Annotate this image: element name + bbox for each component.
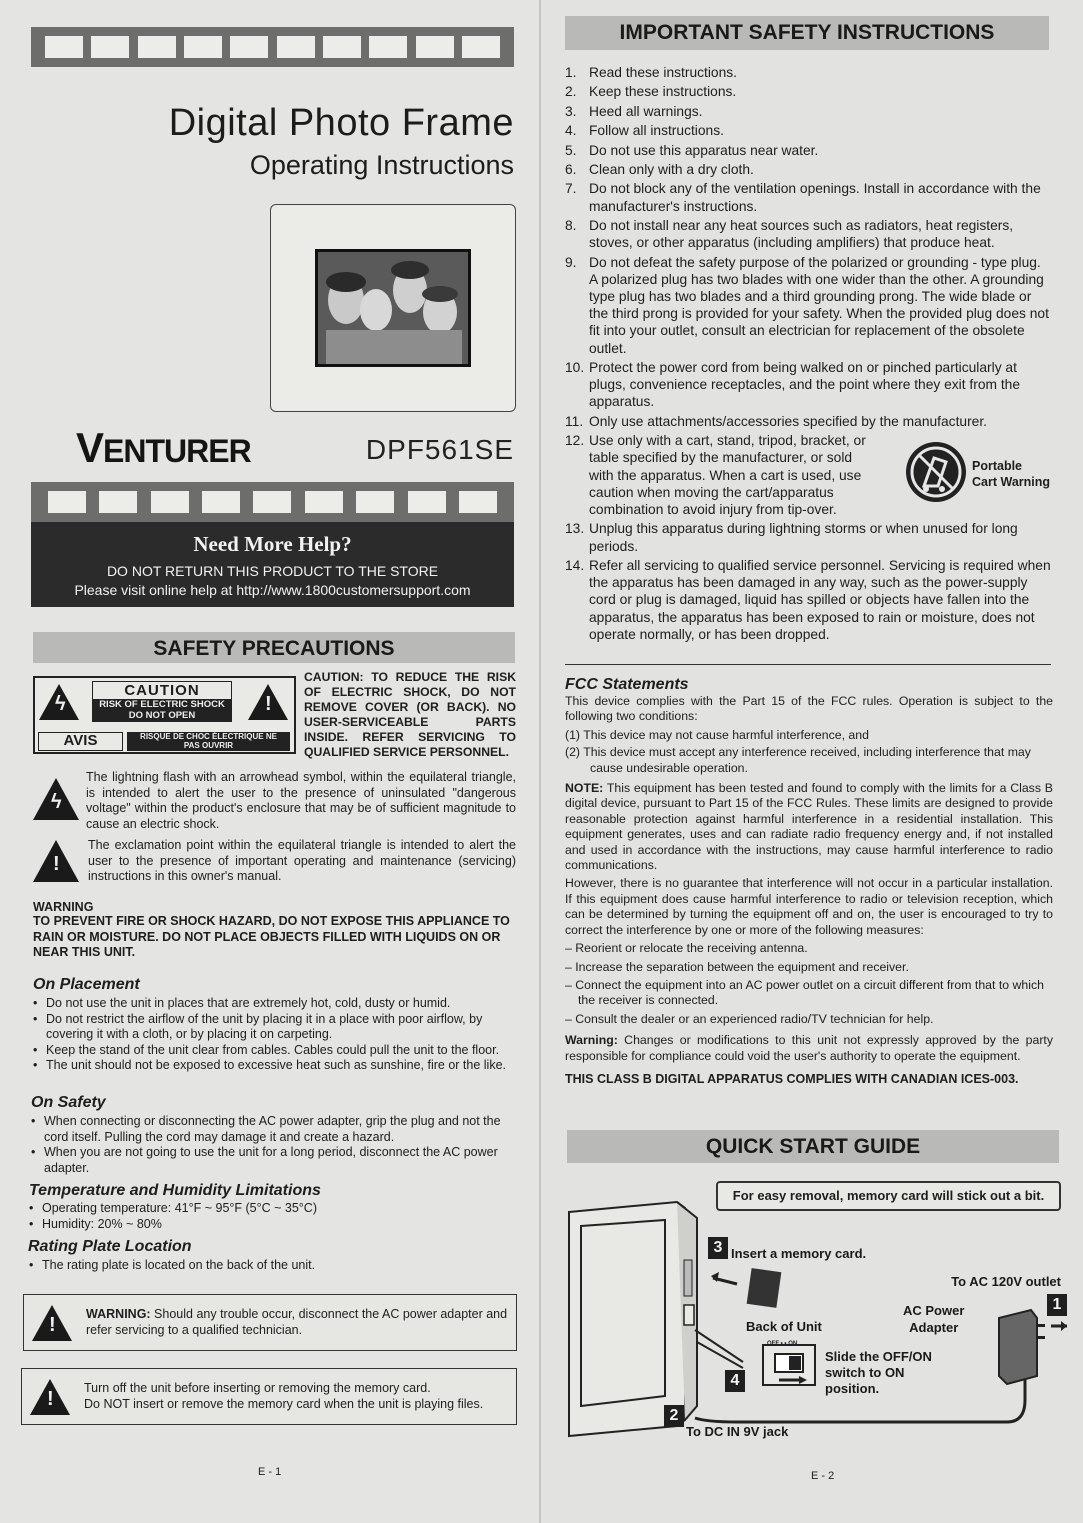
list-item: 1. Read these instructions.	[565, 65, 738, 80]
photo-frame-illustration	[270, 204, 516, 412]
right-page	[541, 0, 1083, 1523]
list-item: • Operating temperature: 41°F ~ 95°F (5°C ~ 35°C)	[26, 1201, 516, 1217]
list-item: • The unit should not be exposed to excessive heat such as sunshine, fire or the like.	[30, 1058, 518, 1074]
caution-word: CAUTION	[124, 682, 200, 699]
list-item: 5. Do not use this apparatus near water.	[565, 142, 819, 158]
list-item: • Do not restrict the airflow of the unit by placing it in a place with poor airflow, by covering it with a cloth, or by placing it on carpeting.	[30, 1012, 518, 1043]
help-line-1: DO NOT RETURN THIS PRODUCT TO THE STORE	[106, 563, 439, 579]
safety-list	[28, 1114, 518, 1176]
list-item: 2. Keep these instructions.	[565, 84, 737, 100]
safety-instructions-list	[565, 64, 1051, 645]
left-page	[0, 0, 540, 1523]
lightning-icon: ϟ	[33, 778, 79, 820]
warning-statement: TO PREVENT FIRE OR SHOCK HAZARD, DO NOT EXPOSE THIS APPLIANCE TO RAIN OR MOISTURE. DO NOT PLACE OBJECTS FILLED WITH LIQUIDS ON OR NEAR THIS UNIT.	[33, 914, 510, 959]
step-4-badge: 4	[725, 1370, 745, 1392]
list-item: • Humidity: 20% ~ 80%	[26, 1217, 516, 1233]
list-item: 4. Follow all instructions.	[565, 123, 724, 139]
fcc-condition-1: (1) This device may not cause harmful interference, and	[565, 727, 869, 742]
fcc-warning: Warning: Changes or modifications to this unit not expressly approved by the party responsible for compliance could void the user's authority to operate the equipment.	[565, 1033, 1053, 1063]
quick-start-heading: QUICK START GUIDE	[567, 1130, 1059, 1163]
list-item: • When you are not going to use the unit for a long period, disconnect the AC power adapter.	[28, 1145, 518, 1176]
step-2-badge: 2	[664, 1405, 684, 1427]
on-placement-heading: On Placement	[33, 976, 140, 993]
important-safety-heading: IMPORTANT SAFETY INSTRUCTIONS	[565, 16, 1049, 50]
list-item: 3. Heed all warnings.	[565, 103, 703, 119]
list-item: 11. Only use attachments/accessories specified by the manufacturer.	[565, 413, 988, 429]
ac-adapter-label: AC Power Adapter	[903, 1303, 965, 1335]
venturer-logo: VENTURER	[76, 424, 251, 471]
list-item: • When connecting or disconnecting the AC power adapter, grip the plug and not the cord itself. Pulling the cord may damage it and create a hazard.	[28, 1114, 518, 1145]
rating-list	[26, 1258, 516, 1274]
exclamation-icon: !	[33, 840, 79, 882]
trouble-warning-box	[23, 1294, 517, 1351]
list-item: 12. Use only with a cart, stand, tripod, bracket, or table specified by the manufacturer, or sold with the apparatus. When a cart is used, use caution when moving the cart/apparatus combination to avoid injury from tip-over.	[565, 433, 866, 517]
switch-instruction: Slide the OFF/ON switch to ON position.	[825, 1349, 932, 1396]
risque-text: RISQUE DE CHOC ÉLECTRIQUE NE PAS OUVRIR	[127, 732, 290, 751]
document-title: Digital Photo Frame	[168, 102, 514, 144]
cart-warning-label: Portable Cart Warning	[972, 459, 1051, 489]
cart-warning-icon	[906, 442, 966, 502]
family-photo-art	[318, 252, 468, 364]
list-item: • Do not use the unit in places that are extremely hot, cold, dusty or humid.	[30, 996, 518, 1012]
list-item: • The rating plate is located on the back of the unit.	[26, 1258, 516, 1274]
dc-jack-label: To DC IN 9V jack	[686, 1424, 789, 1439]
fcc-measure: – Reorient or relocate the receiving antenna.	[565, 941, 808, 956]
step-3-badge: 3	[708, 1237, 728, 1259]
family-photo	[315, 249, 471, 367]
fcc-condition-2: (2) This device must accept any interference received, including interference that may cause undesirable operation.	[565, 745, 1031, 775]
list-item: 7. Do not block any of the ventilation openings. Install in accordance with the manufacturer's instructions.	[565, 181, 1041, 214]
list-item: 6. Clean only with a dry cloth.	[565, 161, 754, 177]
list-item: 10. Protect the power cord from being walked on or pinched particularly at plugs, convenience receptacles, and the point where they exit from the apparatus.	[565, 359, 1021, 410]
fcc-measure: – Connect the equipment into an AC power outlet on a circuit different from that to which the receiver is connected.	[565, 977, 1044, 1008]
exclamation-explanation: The exclamation point within the equilateral triangle is intended to alert the user to the presence of important operating and maintenance (servicing) instructions in this owner's manual.	[88, 838, 516, 883]
exclamation-triangle-icon: !	[248, 684, 288, 720]
rating-plate-heading: Rating Plate Location	[28, 1238, 192, 1255]
trouble-warning-text: WARNING: Should any trouble occur, disconnect the AC power adapter and refer servicing to a qualified technician.	[86, 1307, 508, 1337]
fcc-measure: – Increase the separation between the equipment and receiver.	[565, 959, 909, 974]
fcc-intro: This device complies with the Part 15 of the FCC rules. Operation is subject to the following two conditions:	[565, 694, 1053, 724]
caution-statement: CAUTION: TO REDUCE THE RISK OF ELECTRIC SHOCK, DO NOT REMOVE COVER (OR BACK). NO USER-SERVICEABLE PARTS INSIDE. REFER SERVICING TO QUALIFIED SERVICE PERSONNEL.	[304, 670, 516, 759]
back-of-unit-label: Back of Unit	[746, 1319, 822, 1334]
fcc-statements	[565, 676, 1053, 1087]
memory-card-callout: For easy removal, memory card will stick out a bit.	[716, 1181, 1061, 1211]
list-item: 13. Unplug this apparatus during lightning storms or when unused for long periods.	[565, 521, 1018, 554]
lightning-explanation: The lightning flash with an arrowhead symbol, within the equilateral triangle, is intended to alert the user to the presence of uninsulated "dangerous voltage" within the product's enclosure that may be of sufficient magnitude to cause an electric shock.	[86, 770, 516, 831]
memory-card-warning-box	[21, 1368, 517, 1425]
fcc-however: However, there is no guarantee that interference will not occur in a particular installation. If this equipment does cause harmful interference to radio or television reception, which can be determined by turning the equipment off and on, the user is encouraged to try to correct the interference by one or more of the following measures:	[565, 876, 1053, 937]
list-item: 8. Do not install near any heat sources such as radiators, heat registers, stoves, or other apparatus (including amplifiers) that produce heat.	[565, 217, 1014, 251]
list-item: • Keep the stand of the unit clear from cables. Cables could pull the unit to the floor.	[30, 1043, 518, 1059]
model-number: DPF561SE	[365, 434, 514, 465]
insert-card-label: Insert a memory card.	[731, 1246, 867, 1261]
fcc-note: NOTE: This equipment has been tested and found to comply with the limits for a Class B digital device, pursuant to Part 15 of the FCC Rules. These limits are designed to provide reasonable protection against harmful interference in a residential installation. This equipment generates, uses and can radiate radio frequency energy and, if not installed and used in accordance with the instructions, may cause harmful interference to radio communications.	[565, 781, 1053, 873]
placement-list	[30, 996, 518, 1074]
ac-outlet-label: To AC 120V outlet	[951, 1274, 1061, 1289]
list-item: 9. Do not defeat the safety purpose of the polarized or grounding - type plug. A polarized plug has two blades with one wider than the other. A grounding type plug has two blades and a third grounding prong. The wide blade or the third prong is provided for your safety. When the provided plug does not fit into your outlet, consult an electrician for replacement of the obsolete outlet.	[565, 254, 1049, 356]
memory-card-warning-text: Turn off the unit before inserting or removing the memory card. Do NOT insert or remove the memory card when the unit is playing files.	[84, 1381, 484, 1411]
ices-compliance: THIS CLASS B DIGITAL APPARATUS COMPLIES WITH CANADIAN ICES-003.	[565, 1071, 1019, 1086]
help-url[interactable]: Please visit online help at http://www.1800customersupport.com	[74, 582, 471, 598]
step-1-badge: 1	[1047, 1294, 1067, 1316]
warning-triangle-icon: !	[32, 1305, 72, 1341]
temperature-list	[26, 1201, 516, 1232]
list-item: 14. Refer all servicing to qualified service personnel. Servicing is required when the apparatus has been damaged in any way, such as the power-supply cord or plug is damaged, liquid has spilled or objects have fallen into the apparatus, the apparatus has been exposed to rain or moisture, does not operate normally, or has been dropped.	[565, 557, 1051, 642]
warning-triangle-icon: !	[30, 1379, 70, 1415]
divider	[565, 664, 1051, 665]
page-number: E - 1	[258, 1466, 282, 1478]
temperature-heading: Temperature and Humidity Limitations	[29, 1182, 321, 1199]
switch-mini-label: OFF • • ON	[767, 1341, 798, 1347]
warning-heading: WARNING	[33, 900, 94, 914]
avis-word: AVIS	[38, 732, 123, 751]
fcc-title: FCC Statements	[565, 676, 689, 693]
donot-open-text: DO NOT OPEN	[93, 710, 231, 721]
need-more-help-box	[31, 522, 514, 607]
lightning-triangle-icon: ϟ	[39, 684, 79, 720]
top-decor-bar	[31, 27, 514, 67]
caution-label	[33, 676, 296, 754]
page-number: E - 2	[811, 1470, 835, 1482]
fcc-measure: – Consult the dealer or an experienced radio/TV technician for help.	[565, 1011, 934, 1026]
help-heading: Need More Help?	[193, 532, 352, 556]
risk-text: RISK OF ELECTRIC SHOCK	[93, 699, 231, 710]
mid-decor-bar	[31, 482, 514, 522]
document-subtitle: Operating Instructions	[249, 150, 514, 180]
safety-precautions-heading: SAFETY PRECAUTIONS	[33, 632, 515, 663]
on-safety-heading: On Safety	[31, 1094, 106, 1111]
